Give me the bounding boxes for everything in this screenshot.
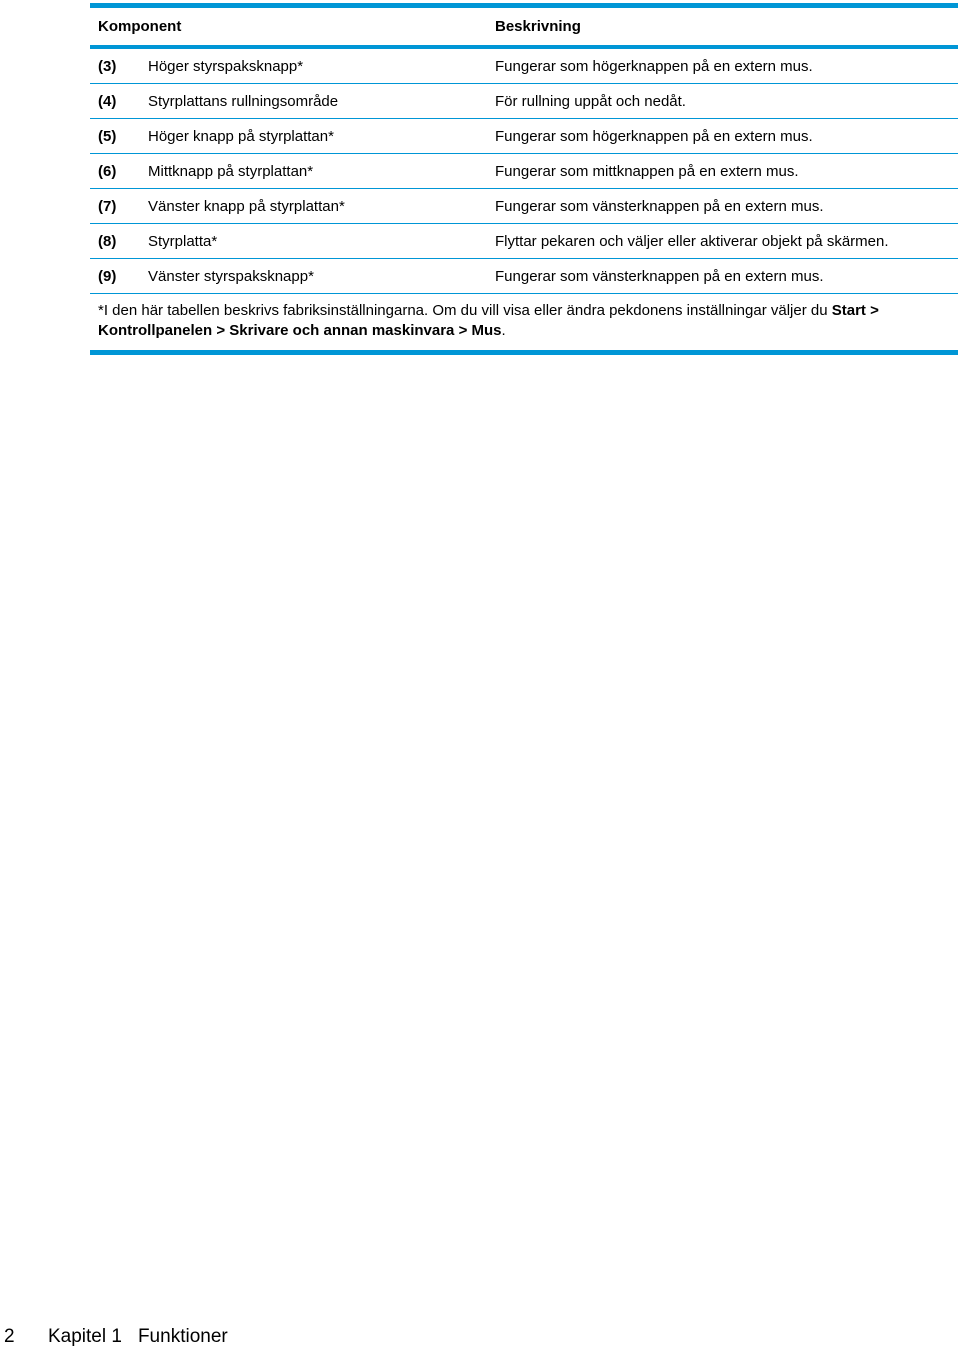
row-description: Fungerar som vänsterknappen på en extern mus. xyxy=(495,267,824,285)
footnote-separator: > xyxy=(865,302,879,319)
row-description: Fungerar som högerknappen på en extern mus. xyxy=(495,127,813,145)
row-component: Vänster knapp på styrplattan* xyxy=(148,197,345,215)
row-description: Flyttar pekaren och väljer eller aktiverar objekt på skärmen. xyxy=(495,232,889,250)
row-description: Fungerar som högerknappen på en extern mus. xyxy=(495,57,813,75)
table-row xyxy=(90,224,958,259)
table-row xyxy=(90,189,958,224)
footnote-separator: > xyxy=(454,322,472,339)
footnote-separator: > xyxy=(212,322,230,339)
row-number: (5) xyxy=(98,127,117,145)
table-row xyxy=(90,84,958,119)
footnote-text: *I den här tabellen beskrivs fabriksinställningarna. Om du vill visa eller ändra pekdonens inställningar väljer du xyxy=(98,302,832,319)
row-component: Höger styrspaksknapp* xyxy=(148,57,304,75)
row-number: (6) xyxy=(98,162,117,180)
row-number: (7) xyxy=(98,197,117,215)
row-number: (9) xyxy=(98,267,117,285)
row-component: Mittknapp på styrplattan* xyxy=(148,162,314,180)
row-component: Styrplattans rullningsområde xyxy=(148,92,339,110)
row-component: Styrplatta* xyxy=(148,232,218,250)
table-footnote xyxy=(90,294,958,350)
header-description: Beskrivning xyxy=(495,18,581,35)
footnote-end: . xyxy=(501,322,506,339)
header-component: Komponent xyxy=(98,18,182,35)
page-number: 2 xyxy=(4,1326,15,1347)
component-table xyxy=(90,3,958,355)
table-row xyxy=(90,119,958,154)
row-number: (3) xyxy=(98,57,117,75)
row-component: Vänster styrspaksknapp* xyxy=(148,267,314,285)
table-row xyxy=(90,259,958,294)
page-footer xyxy=(4,1326,228,1348)
row-number: (4) xyxy=(98,92,117,110)
table-bottom-rule xyxy=(90,350,958,355)
chapter-label: Kapitel 1 xyxy=(48,1326,122,1347)
row-component: Höger knapp på styrplattan* xyxy=(148,127,334,145)
table-header xyxy=(90,8,958,45)
chapter-title: Funktioner xyxy=(137,1326,228,1347)
footnote-start: Start xyxy=(831,302,866,319)
row-description: Fungerar som mittknappen på en extern mus. xyxy=(495,162,799,180)
footnote-mouse: Mus xyxy=(471,322,502,339)
footnote-printers: Skrivare och annan maskinvara xyxy=(229,322,455,339)
table-row xyxy=(90,49,958,84)
footnote-control-panel: Kontrollpanelen xyxy=(98,322,213,339)
row-description: För rullning uppåt och nedåt. xyxy=(495,92,686,110)
table-row xyxy=(90,154,958,189)
row-description: Fungerar som vänsterknappen på en extern mus. xyxy=(495,197,824,215)
row-number: (8) xyxy=(98,232,117,250)
